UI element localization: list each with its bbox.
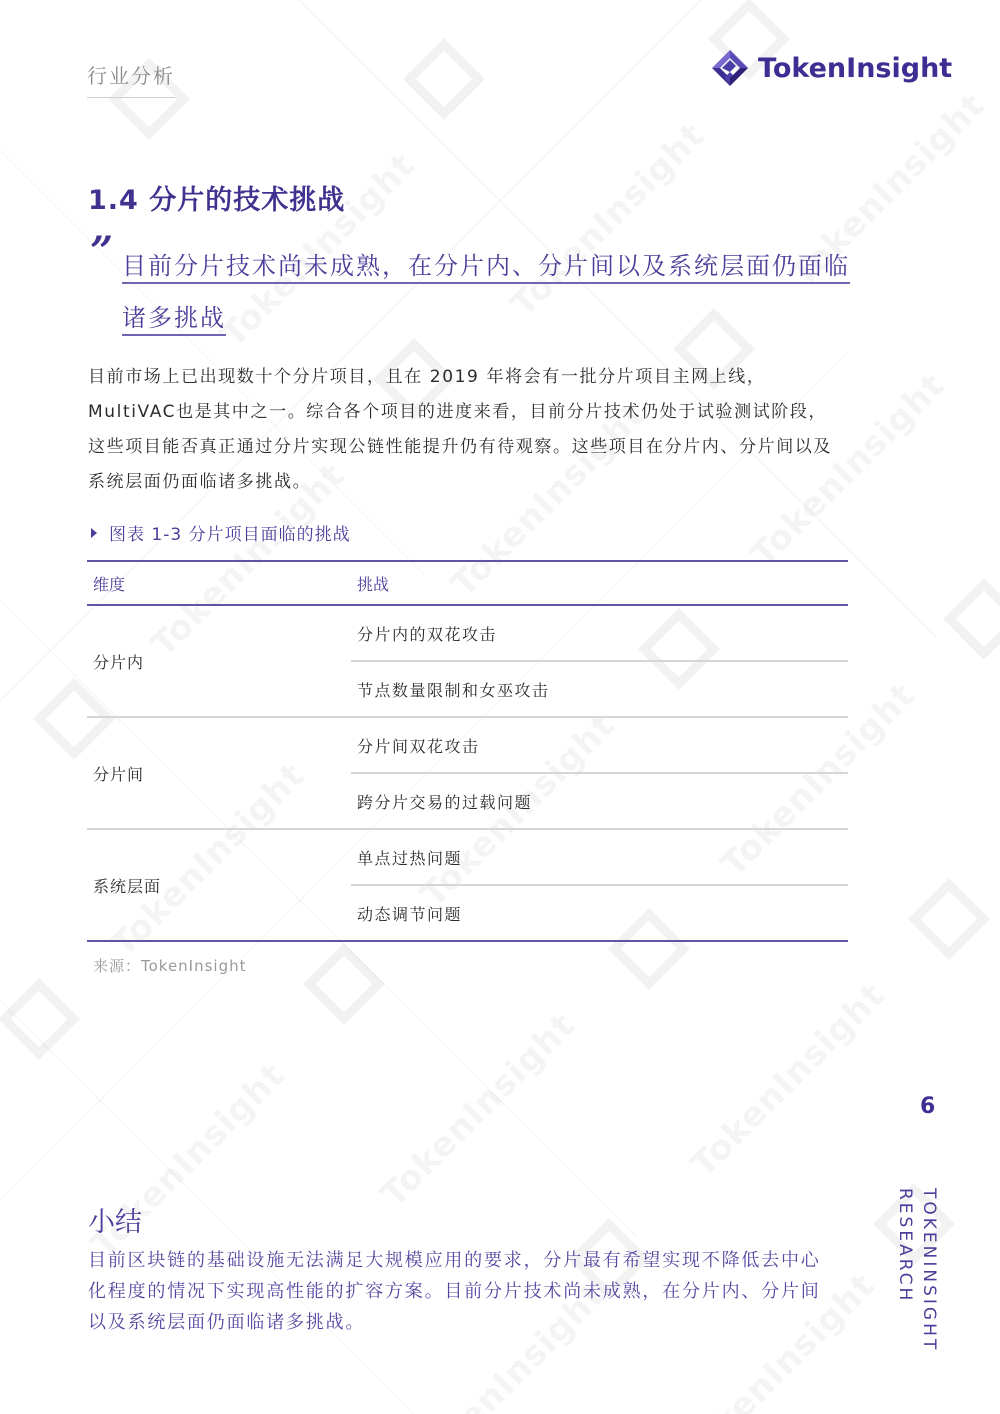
figure-caption	[88, 520, 351, 545]
figure-source: 来源：TokenInsight	[93, 957, 247, 975]
table-row-group	[87, 830, 848, 942]
figure-caption-text: 图表 1-3 分片项目面临的挑战	[109, 525, 351, 545]
table-header	[87, 562, 848, 604]
vertical-brand-line: RESEARCH	[895, 1188, 915, 1304]
table-row-group	[87, 606, 848, 718]
pull-quote	[122, 240, 852, 344]
pull-quote-line: 诸多挑战	[122, 304, 226, 336]
section-heading: 1.4 分片的技术挑战	[88, 185, 346, 216]
dimension-cell: 分片间	[93, 764, 145, 784]
body-paragraph: 目前市场上已出现数十个分片项目，且在 2019 年将会有一批分片项目主网上线，MultiVAC也是其中之一。综合各个项目的进度来看，目前分片技术仍处于试验测试阶段，这些项目能否真正通过分片实现公链性能提升仍有待观察。这些项目在分片内、分片间以及系统层面仍面临诸多挑战。	[88, 367, 832, 492]
challenge-cell: 跨分片交易的过载问题	[357, 792, 533, 812]
brand-name: TokenInsight	[758, 52, 953, 84]
page-number: 6	[920, 1094, 936, 1119]
dimension-cell: 分片内	[93, 652, 145, 672]
challenge-cell: 分片内的双花攻击	[351, 606, 848, 662]
quote-mark-icon: ”	[90, 228, 114, 275]
caret-right-icon	[91, 528, 97, 538]
section-label: 行业分析	[87, 60, 175, 98]
dimension-cell: 系统层面	[93, 876, 162, 896]
tokeninsight-logo-icon	[710, 48, 750, 88]
challenge-cell: 节点数量限制和女巫攻击	[357, 680, 550, 700]
summary-text: 目前区块链的基础设施无法满足大规模应用的要求，分片最有希望实现不降低去中心化程度的情况下实现高性能的扩容方案。目前分片技术尚未成熟，在分片内、分片间以及系统层面仍面临诸多挑战。	[88, 1250, 821, 1333]
challenge-cell: 动态调节问题	[357, 904, 463, 924]
column-header: 挑战	[357, 574, 390, 594]
challenges-table	[87, 560, 848, 942]
table-row-group	[87, 718, 848, 830]
challenge-cell: 分片间双花攻击	[351, 718, 848, 774]
vertical-brand-label	[893, 1188, 941, 1414]
vertical-brand-line: TOKENINSIGHT	[919, 1188, 939, 1353]
summary-title: 小结	[88, 1207, 142, 1238]
challenge-cell: 单点过热问题	[351, 830, 848, 886]
brand-header	[710, 48, 952, 88]
pull-quote-line: 目前分片技术尚未成熟，在分片内、分片间以及系统层面仍面临	[122, 252, 850, 284]
column-header: 维度	[93, 574, 126, 594]
